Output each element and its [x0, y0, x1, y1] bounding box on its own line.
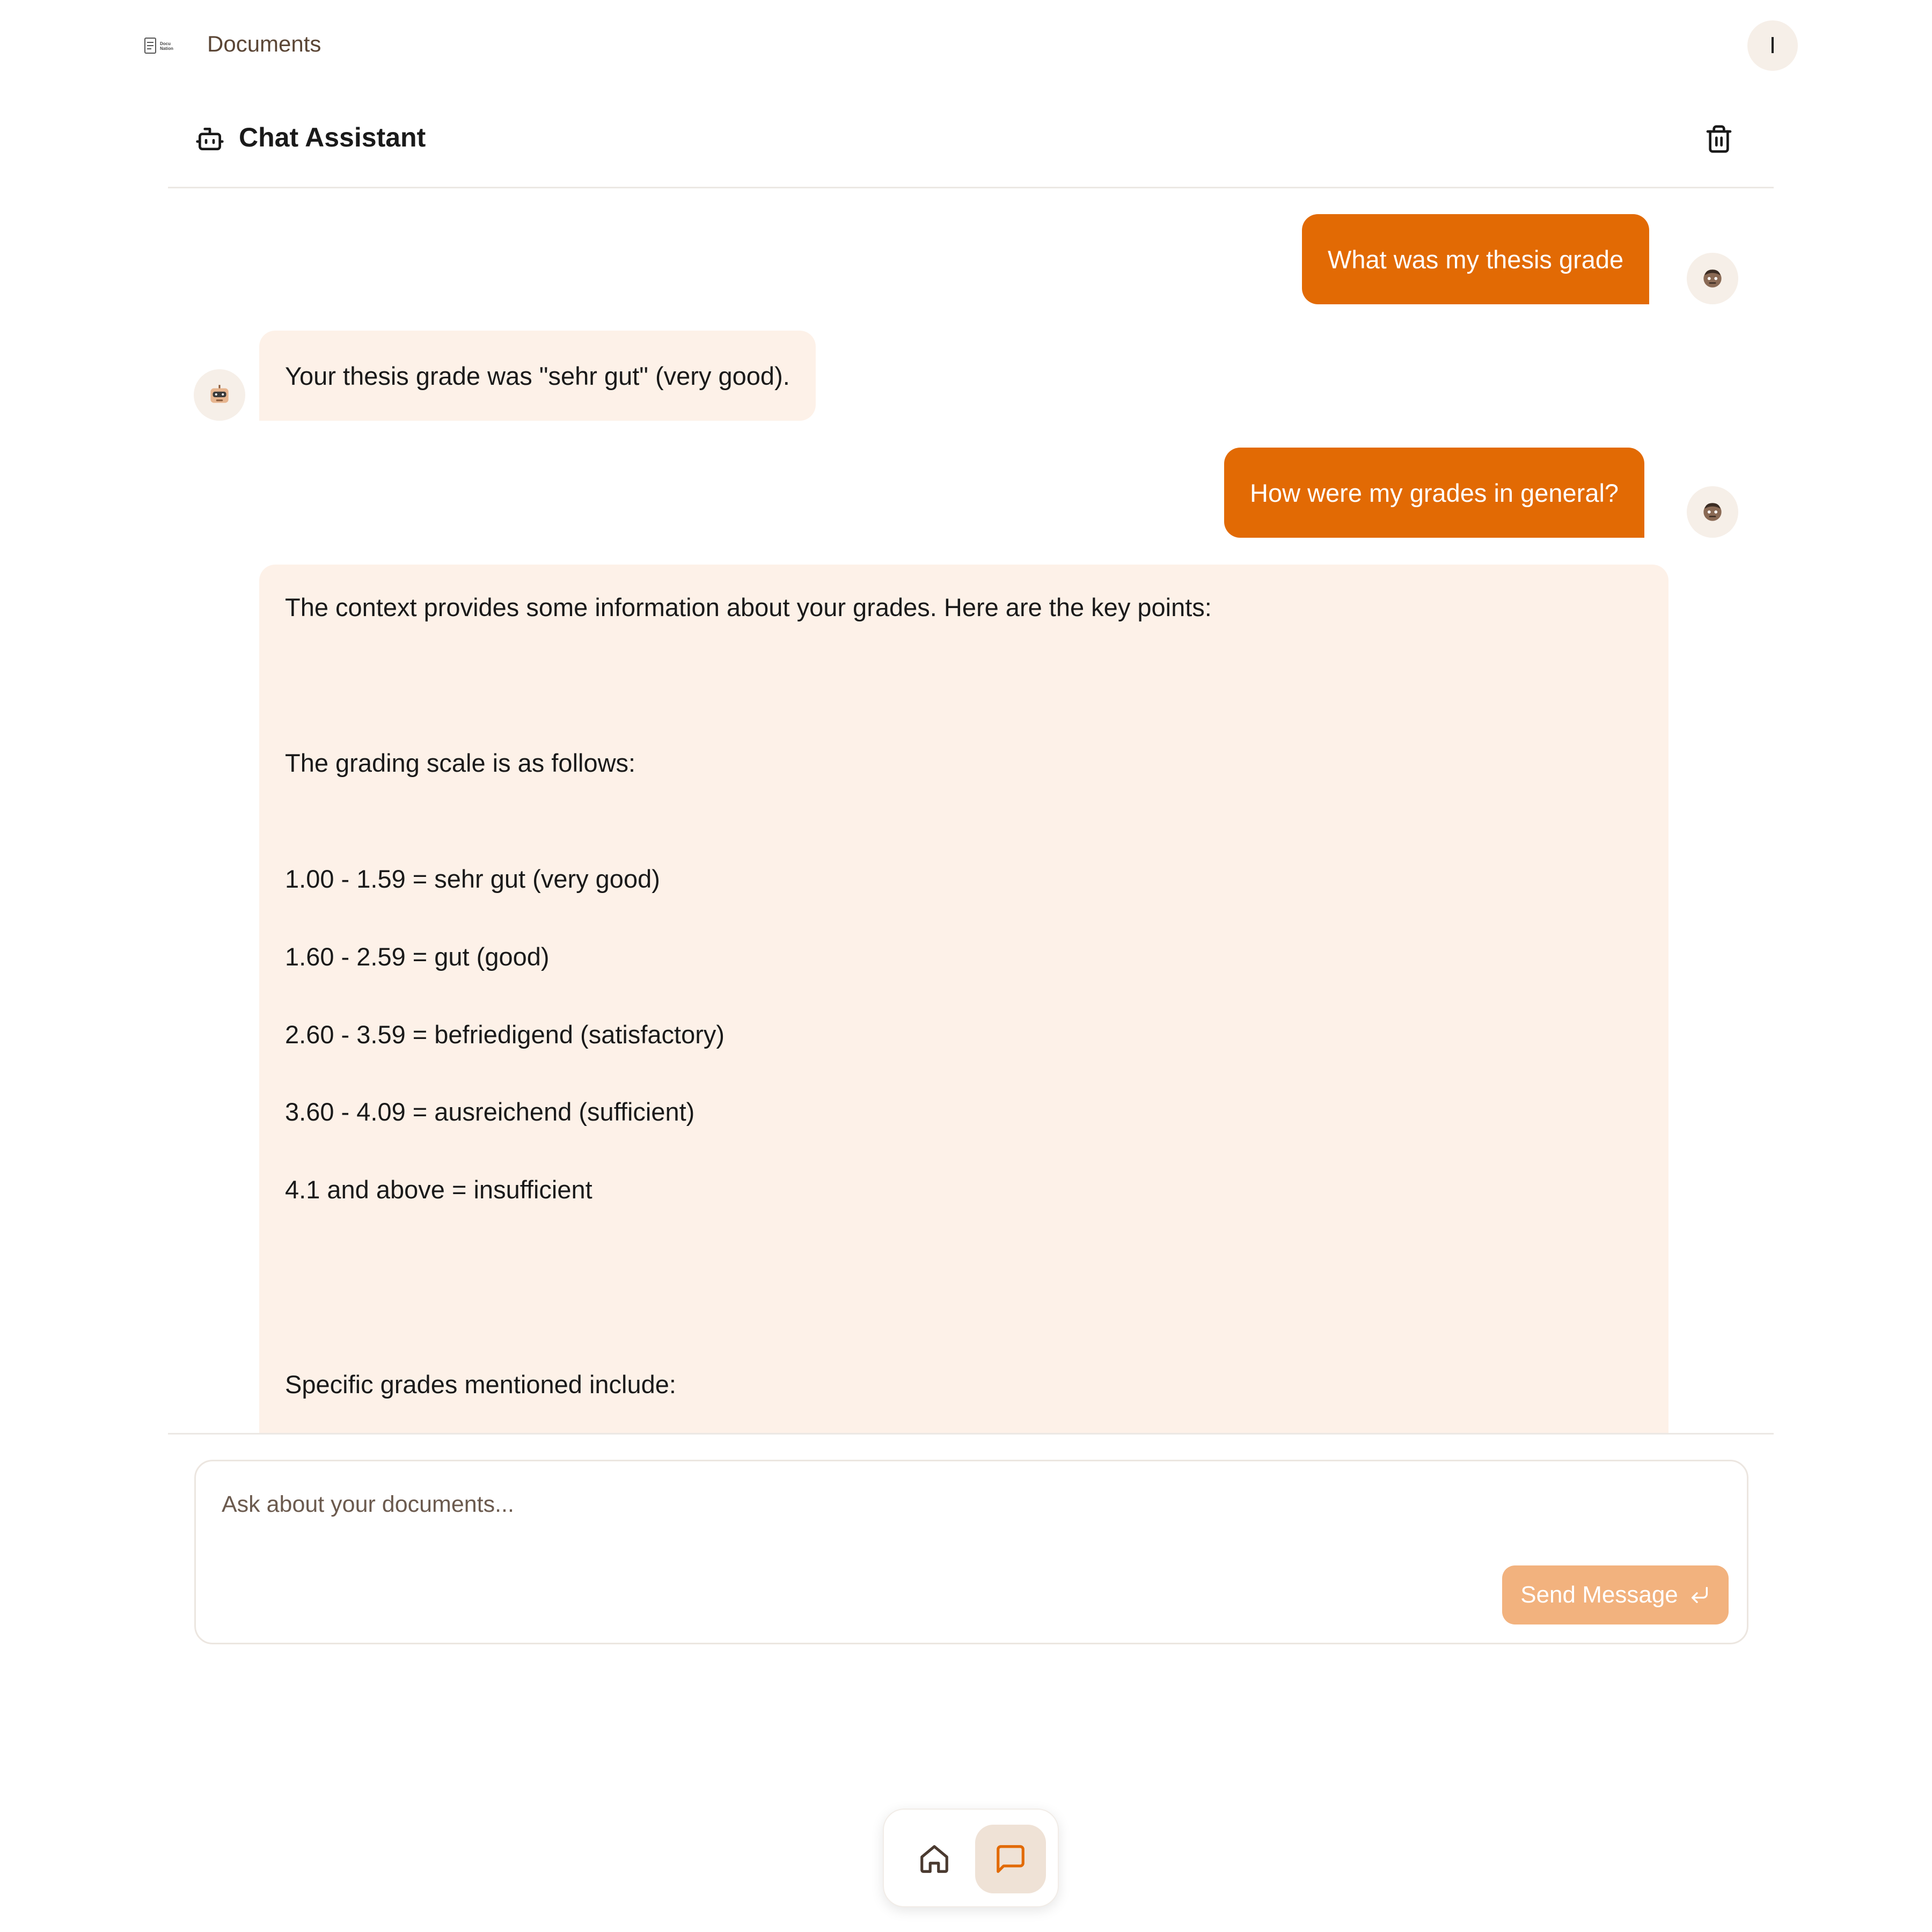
user-message: What was my thesis grade [1302, 214, 1649, 304]
person-avatar-icon [1699, 265, 1726, 292]
enter-arrow-icon [1689, 1584, 1710, 1606]
chat-header [168, 110, 1774, 188]
logo-line-2: Nation [160, 46, 173, 51]
nav-documents-link[interactable]: Documents [207, 31, 321, 56]
nav-chat-button[interactable] [975, 1825, 1046, 1893]
message-line: 4.1 and above = insufficient [285, 1175, 592, 1204]
bottom-nav [883, 1809, 1059, 1907]
top-bar [0, 0, 1932, 91]
logo-line-1: Docu [160, 41, 171, 46]
message-line: 2.60 - 3.59 = befriedigend (satisfactory) [285, 1020, 725, 1049]
message-line: The context provides some information about your grades. Here are the key points: [285, 593, 1212, 621]
assistant-message: Your thesis grade was "sehr gut" (very good). [259, 331, 816, 421]
send-button-label: Send Message [1520, 1582, 1678, 1608]
user-message-avatar [1687, 486, 1738, 538]
message-line: 1.00 - 1.59 = sehr gut (very good) [285, 865, 660, 893]
person-avatar-icon [1699, 499, 1726, 525]
chat-icon [994, 1842, 1027, 1876]
robot-avatar-icon [206, 382, 233, 408]
message-list[interactable] [168, 191, 1774, 1433]
send-message-button[interactable] [1502, 1565, 1729, 1624]
message-line: The grading scale is as follows: [285, 749, 636, 777]
message-input[interactable] [222, 1483, 1671, 1526]
user-message: How were my grades in general? [1224, 448, 1644, 538]
message-line: Specific grades mentioned include: [285, 1370, 676, 1399]
message-line: 3.60 - 4.09 = ausreichend (sufficient) [285, 1097, 695, 1126]
home-icon [918, 1842, 951, 1876]
user-avatar[interactable]: I [1747, 20, 1798, 71]
logo-wordmark [160, 41, 173, 51]
assistant-message-avatar [194, 369, 245, 421]
nav-home-button[interactable] [899, 1825, 970, 1893]
trash-icon[interactable] [1704, 124, 1734, 154]
assistant-message [259, 565, 1668, 1433]
message-line: 1.60 - 2.59 = gut (good) [285, 942, 550, 971]
chat-title: Chat Assistant [239, 122, 426, 152]
document-logo-icon [144, 37, 158, 55]
app-logo[interactable] [144, 35, 179, 57]
robot-icon [195, 124, 225, 154]
message-composer [194, 1460, 1748, 1644]
user-message-avatar [1687, 253, 1738, 304]
composer-divider [168, 1433, 1774, 1435]
